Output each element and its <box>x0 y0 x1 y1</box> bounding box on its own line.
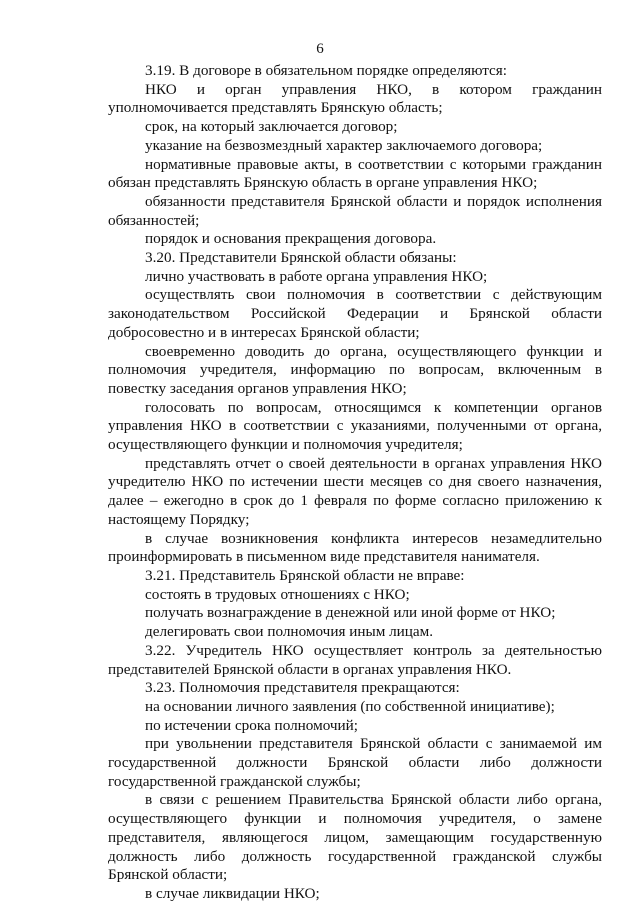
paragraph-item: в случае ликвидации НКО; <box>145 884 320 902</box>
paragraph-item: своевременно доводить до органа, осуществляющего функции и полномочия учредителя, информацию по вопросам, включенным в повестку заседания органов управления НКО; <box>108 342 602 397</box>
paragraph-item: состоять в трудовых отношениях с НКО; <box>145 585 410 603</box>
paragraph-item: голосовать по вопросам, относящимся к компетенции органов управления НКО в соответствии с указаниями, полученными от органа, осуществляющего функции и полномочия учредителя; <box>108 398 602 454</box>
paragraph-item: обязанности представителя Брянской области и порядок исполнения обязанностей; <box>108 192 602 229</box>
paragraph-3-22: 3.22. Учредитель НКО осуществляет контроль за деятельностью представителей Брянской области в органах управления НКО. <box>108 641 602 678</box>
paragraph-item: нормативные правовые акты, в соответствии с которыми гражданин обязан представлять Брянскую область в органе управления НКО; <box>108 155 602 192</box>
paragraph-3-21: 3.21. Представитель Брянской области не вправе: <box>145 566 465 584</box>
paragraph-3-19: 3.19. В договоре в обязательном порядке определяются: <box>145 62 507 79</box>
document-body <box>108 62 602 904</box>
paragraph-item: на основании личного заявления (по собственной инициативе); <box>145 697 555 715</box>
paragraph-item: указание на безвозмездный характер заключаемого договора; <box>145 136 543 154</box>
paragraph-item: по истечении срока полномочий; <box>145 716 359 734</box>
paragraph-item: получать вознаграждение в денежной или иной форме от НКО; <box>145 604 556 622</box>
paragraph-item: лично участвовать в работе органа управления НКО; <box>145 267 488 285</box>
paragraph-item: НКО и орган управления НКО, в котором гражданин уполномочивается представлять Брянскую область; <box>108 80 602 117</box>
paragraph-3-20: 3.20. Представители Брянской области обязаны: <box>145 249 457 267</box>
paragraph-3-23: 3.23. Полномочия представителя прекращаются: <box>145 679 460 697</box>
paragraph-item: при увольнении представителя Брянской области с занимаемой им государственной должности Брянской области либо должности государственной гражданской службы; <box>108 735 602 790</box>
page-number: 6 <box>316 41 324 57</box>
paragraph-item: порядок и основания прекращения договора. <box>145 230 437 248</box>
paragraph-item: в связи с решением Правительства Брянской области либо органа, осуществляющего функции и полномочия учредителя, о замене представителя, являющегося лицом, замещающим государственную должность либо должность государственной гражданской службы Брянской области; <box>108 791 602 884</box>
paragraph-item: срок, на который заключается договор; <box>145 118 398 136</box>
paragraph-item: осуществлять свои полномочия в соответствии с действующим законодательством Российской Федерации и Брянской области добросовестно и в интересах Брянской области; <box>108 286 602 341</box>
paragraph-item: в случае возникновения конфликта интересов незамедлительно проинформировать в письменном виде представителя нанимателя. <box>108 529 602 566</box>
paragraph-item: представлять отчет о своей деятельности в органах управления НКО учредителю НКО по истечении шести месяцев со дня своего назначения, далее – ежегодно в срок до 1 февраля по форме согласно приложению к настоящему Порядку; <box>108 454 602 528</box>
paragraph-item: делегировать свои полномочия иным лицам. <box>145 623 434 641</box>
